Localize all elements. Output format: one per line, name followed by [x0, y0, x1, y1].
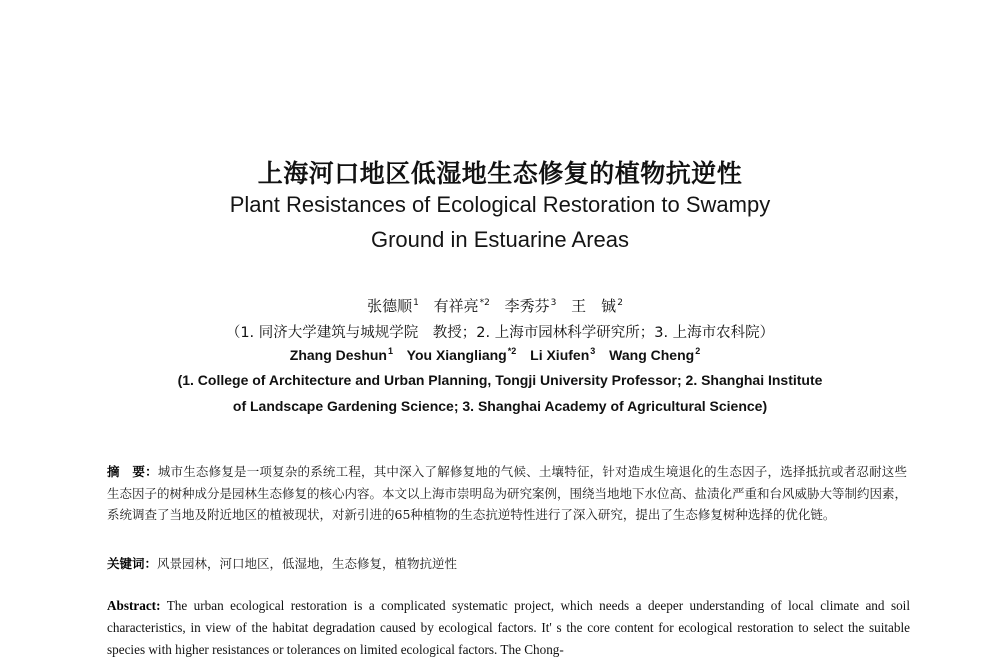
affil-cn-open: （	[225, 325, 241, 341]
affil-cn-sep-1: ；	[461, 325, 477, 341]
author-en-1-affil: 1	[388, 346, 394, 356]
affil-cn-2: 2. 上海市园林科学研究所	[476, 325, 640, 341]
title-chinese: 上海河口地区低湿地生态修复的植物抗逆性	[257, 159, 743, 188]
author-cn-4: 王 铖	[571, 297, 617, 315]
title-english-line-1: Plant Resistances of Ecological Restoration to Swampy	[229, 192, 771, 217]
author-en-2-affil: *2	[507, 346, 517, 356]
author-en-3-affil: 3	[590, 346, 596, 356]
author-en-4-affil: 2	[695, 346, 701, 356]
abstract-cn-label: 摘 要：	[107, 464, 158, 479]
author-en-1: Zhang Deshun	[289, 347, 387, 363]
abstract-en-text: The urban ecological restoration is a complicated systematic project, which needs a deeper understanding of local climate and soil characteristics, in view of the habitat degradation caused by ecological factors. It' s the core content for ecological restoration to select the suitable species with higher resistances or tolerances on limited ecological factors. The Chong-	[107, 598, 910, 657]
abstract-en-label: Abstract:	[107, 598, 161, 613]
author-cn-3: 李秀芬	[504, 297, 550, 315]
affil-cn-sep-2: ；	[639, 325, 655, 341]
affil-cn-1: 1. 同济大学建筑与城规学院 教授	[240, 325, 462, 341]
affil-cn-3: 3. 上海市农科院	[654, 325, 760, 341]
author-cn-2-affil: *2	[479, 298, 490, 308]
affiliation-english-line-2: of Landscape Gardening Science; 3. Shanghai Academy of Agricultural Science)	[232, 398, 768, 414]
keywords-cn-label: 关键词：	[107, 556, 158, 571]
author-cn-1-affil: 1	[413, 298, 419, 308]
title-english-line-2: Ground in Estuarine Areas	[370, 227, 630, 252]
keywords-cn-text: 风景园林，河口地区，低湿地，生态修复，植物抗逆性	[157, 556, 458, 571]
abstract-cn-text: 城市生态修复是一项复杂的系统工程，其中深入了解修复地的气候、土壤特征，针对造成生境退化的生态因子，选择抵抗或者忍耐这些生态因子的树种成分是园林生态修复的核心内容。本文以上海市崇明岛为研究案例，围绕当地地下水位高、盐渍化严重和台风威胁大等制约因素，系统调查了当地及附近地区的植被现状，对新引进的65种植物的生态抗逆特性进行了深入研究，提出了生态修复树种选择的优化链。	[107, 464, 908, 522]
authors-english	[0, 346, 1000, 363]
affiliation-chinese	[0, 321, 1000, 342]
author-cn-2: 有祥亮	[433, 297, 479, 315]
author-cn-1: 张德顺	[367, 297, 413, 315]
author-en-3: Li Xiufen	[530, 347, 590, 363]
author-en-4: Wang Cheng	[609, 347, 695, 363]
affiliation-english-line-1: (1. College of Architecture and Urban Planning, Tongji University Professor; 2. Shanghai Institute	[177, 372, 823, 388]
abstract-chinese	[107, 461, 907, 526]
keywords-chinese	[107, 553, 907, 574]
author-cn-3-affil: 3	[550, 298, 557, 308]
authors-chinese	[0, 295, 1000, 316]
author-en-2: You Xiangliang	[406, 347, 507, 363]
abstract-english	[107, 595, 910, 661]
affil-cn-close: ）	[759, 325, 775, 341]
author-cn-4-affil: 2	[617, 298, 623, 308]
